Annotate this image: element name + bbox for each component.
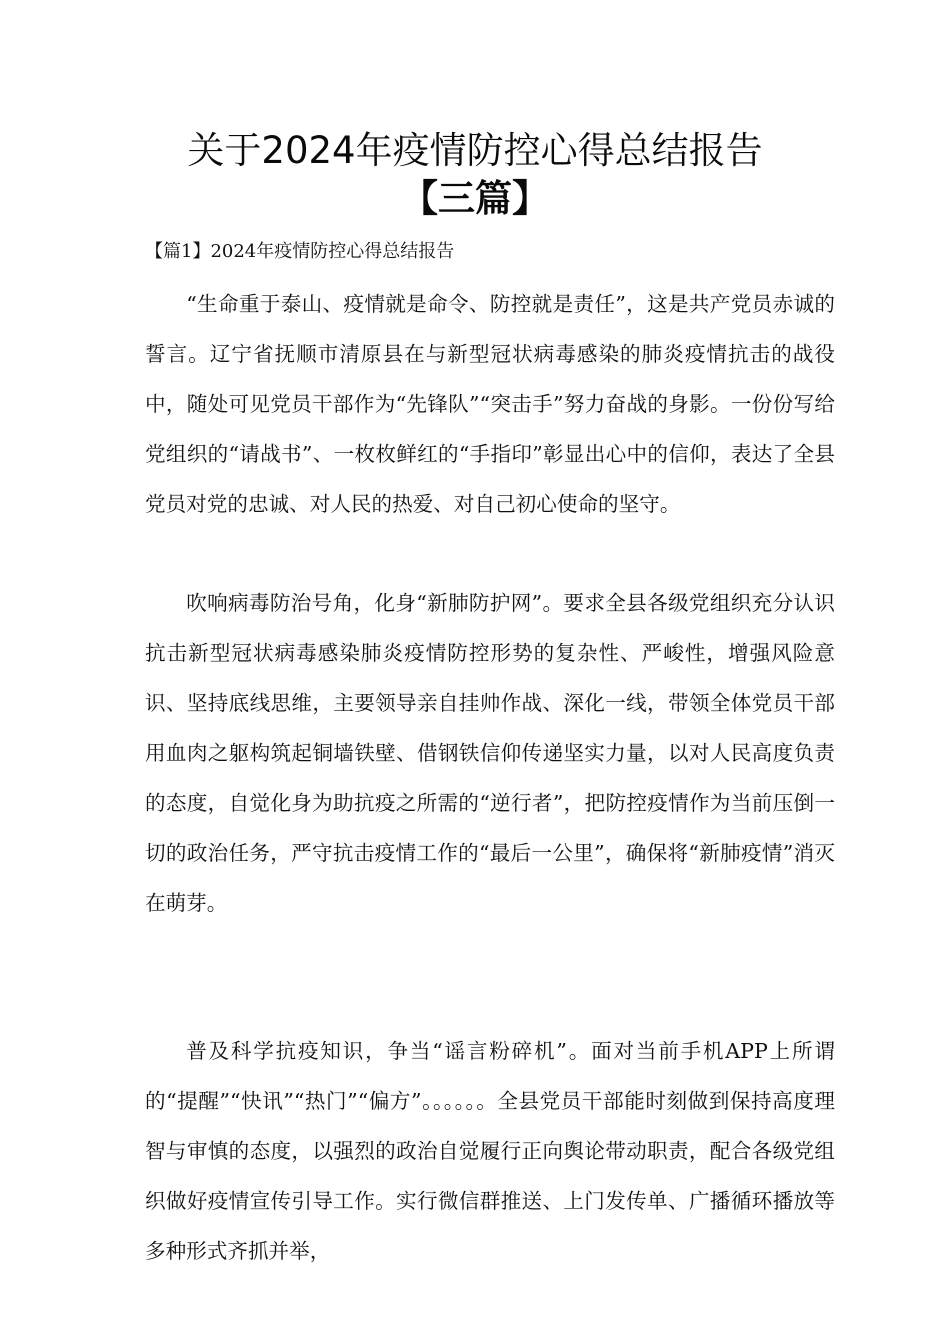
document-subtitle: 【三篇】 [401, 177, 549, 220]
document-title: 关于2024年疫情防控心得总结报告 [187, 129, 763, 172]
paragraph-3-block [145, 1026, 835, 1276]
section-heading: 【篇1】2024年疫情防控心得总结报告 [145, 241, 455, 262]
paragraph: 吹响病毒防治号角，化身“新肺防护网”。要求全县各级党组织充分认识抗击新型冠状病毒感染肺炎疫情防控形势的复杂性、严峻性，增强风险意识、坚持底线思维，主要领导亲自挂帅作战、深化一线，带领全体党员干部用血肉之躯构筑起铜墙铁壁、借钢铁信仰传递坚实力量，以对人民高度负责的态度，自觉化身为助抗疫之所需的“逆行者”，把防控疫情作为当前压倒一切的政治任务，严守抗击疫情工作的“最后一公里”，确保将“新肺疫情”消灭在萌芽。 [145, 591, 835, 915]
paragraph-1-block [145, 279, 835, 529]
paragraph: 普及科学抗疫知识，争当“谣言粉碎机”。面对当前手机APP上所谓的“提醒”“快讯”“热门”“偏方”。。。。。。全县党员干部能时刻做到保持高度理智与审慎的态度，以强烈的政治自觉履行正向舆论带动职责，配合各级党组织做好疫情宣传引导工作。实行微信群推送、上门发传单、广播循环播放等多种形式齐抓并举， [145, 1039, 835, 1263]
paragraph-2-block [145, 578, 835, 928]
paragraph: “生命重于泰山、疫情就是命令、防控就是责任”，这是共产党员赤诚的誓言。辽宁省抚顺市清原县在与新型冠状病毒感染的肺炎疫情抗击的战役中，随处可见党员干部作为“先锋队”“突击手”努力奋战的身影。一份份写给党组织的“请战书”、一枚枚鲜红的“手指印”彰显出心中的信仰，表达了全县党员对党的忠诚、对人民的热爱、对自己初心使命的坚守。 [145, 292, 835, 516]
